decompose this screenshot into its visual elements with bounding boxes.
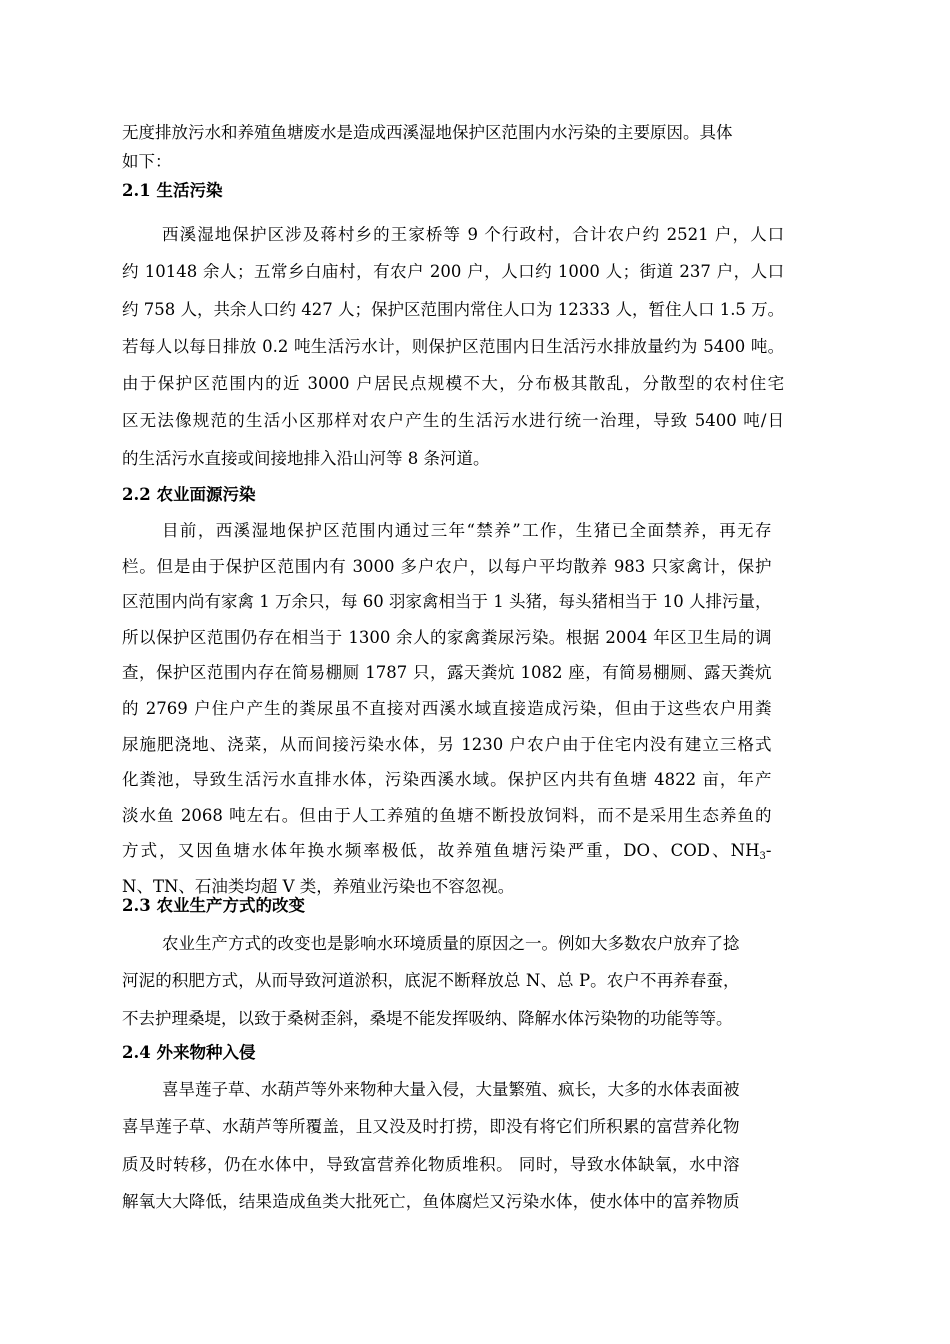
section-body-2-2 (122, 513, 771, 905)
section-body-2-4 (122, 1071, 740, 1220)
paragraph-line: 的 2769 户住户产生的粪尿虽不直接对西溪水域直接造成污染，但由于这些农户用粪 (122, 698, 772, 718)
paragraph-line: 若每人以每日排放 0.2 吨生活污水计，则保护区范围内日生活污水排放量约为 5400 吨。 (122, 336, 785, 356)
paragraph-line: 区无法像规范的生活小区那样对农户产生的生活污水进行统一治理，导致 5400 吨/日 (122, 411, 785, 431)
paragraph-line: 由于保护区范围内的近 3000 户居民点规模不大，分布极其散乱，分散型的农村住宅 (122, 374, 785, 394)
paragraph-line-chem (122, 833, 771, 869)
paragraph-line: 区范围内尚有家禽 1 万余只，每 60 羽家禽相当于 1 头猪，每头猪相当于 10 人排污量， (122, 592, 772, 612)
paragraph-line: 解氧大大降低，结果造成鱼类大批死亡，鱼体腐烂又污染水体，使水体中的富养物质 (122, 1191, 740, 1211)
section-heading-2-2: 2.2 农业面源污染 (122, 485, 256, 504)
paragraph-line: 河泥的积肥方式，从而导致河道淤积，底泥不断释放总 N、总 P。农户不再养春蚕， (122, 971, 740, 991)
paragraph-line: 西溪湿地保护区涉及蒋村乡的王家桥等 9 个行政村，合计农户约 2521 户，人口 (162, 225, 785, 244)
paragraph-line: 喜旱莲子草、水葫芦等所覆盖，且又没及时打捞，即没有将它们所积累的富营养化物 (122, 1117, 740, 1137)
section-body-2-3 (122, 925, 740, 1037)
paragraph-line: 约 758 人，共余人口约 427 人；保护区范围内常住人口为 12333 人，暂住人口 1.5 万。 (122, 299, 785, 319)
section-body-2-1 (122, 216, 784, 477)
paragraph-line: 的生活污水直接或间接地排入沿山河等 8 条河道。 (122, 448, 490, 468)
section-heading-2-1: 2.1 生活污染 (122, 181, 223, 200)
paragraph-line: 淡水鱼 2068 吨左右。但由于人工养殖的鱼塘不断投放饲料，而不是采用生态养鱼的 (122, 805, 772, 825)
hyphen: - (765, 841, 772, 861)
section-heading-2-3: 2.3 农业生产方式的改变 (122, 896, 305, 915)
paragraph-line: 栏。但是由于保护区范围内有 3000 多户农户，以每户平均散养 983 只家禽计，保护 (122, 556, 772, 576)
paragraph-line: 不去护理桑堤，以致于桑树歪斜，桑堤不能发挥吸纳、降解水体污染物的功能等等。 (122, 1008, 733, 1028)
line-text: 方式，又因鱼塘水体年换水频率极低，故养殖鱼塘污染严重，DO、COD、NH (122, 841, 760, 861)
paragraph-line: 农业生产方式的改变也是影响水环境质量的原因之一。例如大多数农户放弃了捻 (162, 934, 740, 953)
paragraph-line: 如下： (122, 152, 172, 171)
paragraph-line: 所以保护区范围仍存在相当于 1300 余人的家禽粪尿污染。根据 2004 年区卫生局的调 (122, 627, 772, 647)
paragraph-line: 尿施肥浇地、浇菜，从而间接污染水体，另 1230 户农户由于住宅内没有建立三格式 (122, 734, 772, 754)
paragraph-line: 喜旱莲子草、水葫芦等外来物种大量入侵，大量繁殖、疯长，大多的水体表面被 (162, 1080, 740, 1099)
paragraph-line: 查，保护区范围内存在简易棚厕 1787 只，露天粪炕 1082 座，有简易棚厕、露天粪炕 (122, 663, 772, 683)
paragraph-line: N、TN、石油类均超 V 类，养殖业污染也不容忽视。 (122, 876, 515, 896)
paragraph-line: 目前，西溪湿地保护区范围内通过三年“禁养”工作，生猪已全面禁养，再无存 (162, 521, 772, 540)
paragraph-line: 约 10148 余人；五常乡白庙村，有农户 200 户，人口约 1000 人；街道 237 户，人口 (122, 262, 785, 282)
section-heading-2-4: 2.4 外来物种入侵 (122, 1043, 256, 1062)
intro-paragraph (122, 118, 733, 176)
paragraph-line: 化粪池，导致生活污水直排水体，污染西溪水域。保护区内共有鱼塘 4822 亩，年产 (122, 770, 772, 790)
paragraph-line: 质及时转移，仍在水体中，导致富营养化物质堆积。 同时，导致水体缺氧，水中溶 (122, 1154, 740, 1174)
subscript-3: 3 (759, 851, 766, 863)
paragraph-line: 无度排放污水和养殖鱼塘废水是造成西溪湿地保护区范围内水污染的主要原因。具体 (122, 123, 733, 142)
